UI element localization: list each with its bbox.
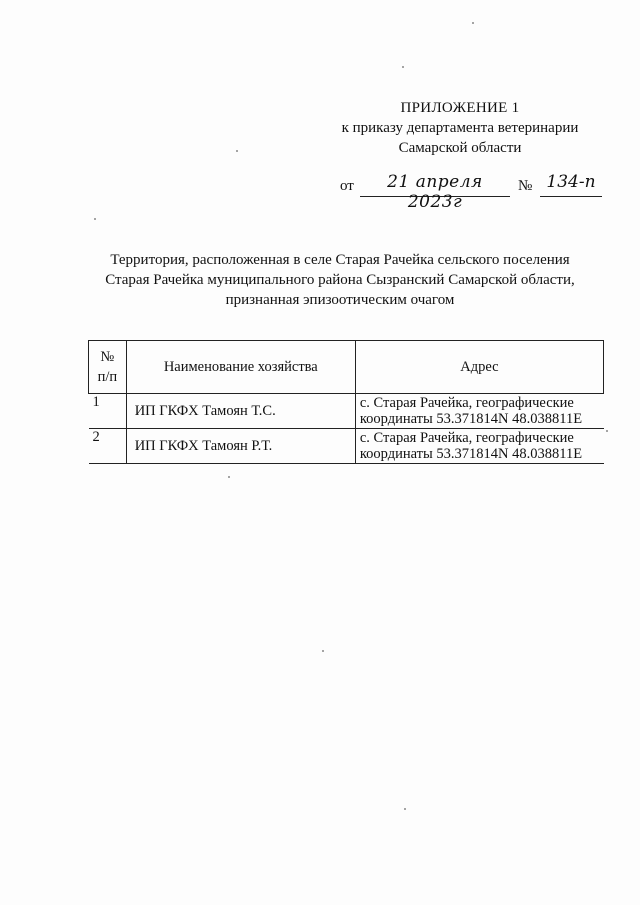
scan-speck <box>404 808 406 810</box>
row-address <box>355 429 603 464</box>
scan-speck <box>472 22 474 24</box>
header-number-abbrev: п/п <box>97 369 118 385</box>
row-address-line-2: координаты 53.371814N 48.038811E <box>359 446 583 462</box>
appendix-order-reference: к приказу департамента ветеринарии <box>341 120 579 136</box>
header-address: Адрес <box>355 341 603 394</box>
order-date-handwritten: 21 апреля 2023г <box>360 172 510 197</box>
header-number-symbol: № <box>100 349 115 365</box>
scan-speck <box>322 650 324 652</box>
order-from-label: от <box>340 178 354 194</box>
row-address-line-1: с. Старая Рачейка, географические <box>359 395 574 411</box>
table-header-row <box>89 341 604 394</box>
row-address-line-2: координаты 53.371814N 48.038811E <box>359 411 583 427</box>
header-farm-name: Наименование хозяйства <box>126 341 355 394</box>
row-number: 1 <box>89 394 127 429</box>
order-number-handwritten: 134-п <box>540 172 602 197</box>
header-number <box>89 341 127 394</box>
farms-table <box>88 340 604 464</box>
appendix-region: Самарской области <box>398 140 522 156</box>
scan-speck <box>228 476 230 478</box>
appendix-block <box>330 98 590 158</box>
scan-speck <box>236 150 238 152</box>
table-row <box>89 429 604 464</box>
row-farm-name: ИП ГКФХ Тамоян Р.Т. <box>126 429 355 464</box>
scan-speck <box>94 218 96 220</box>
document-heading <box>80 250 600 310</box>
scan-speck <box>402 66 404 68</box>
row-farm-name: ИП ГКФХ Тамоян Т.С. <box>126 394 355 429</box>
order-number-label: № <box>518 178 533 194</box>
row-address-line-1: с. Старая Рачейка, географические <box>359 430 574 446</box>
table-row <box>89 394 604 429</box>
appendix-title: ПРИЛОЖЕНИЕ 1 <box>400 100 520 116</box>
scan-speck <box>606 430 608 432</box>
heading-line-1: Территория, расположенная в селе Старая Рачейка сельского поселения <box>110 252 570 268</box>
heading-line-3: признанная эпизоотическим очагом <box>225 292 455 308</box>
row-number: 2 <box>89 429 127 464</box>
row-address <box>355 394 603 429</box>
heading-line-2: Старая Рачейка муниципального района Сызранский Самарской области, <box>105 272 575 288</box>
order-date-number-line <box>340 172 610 212</box>
